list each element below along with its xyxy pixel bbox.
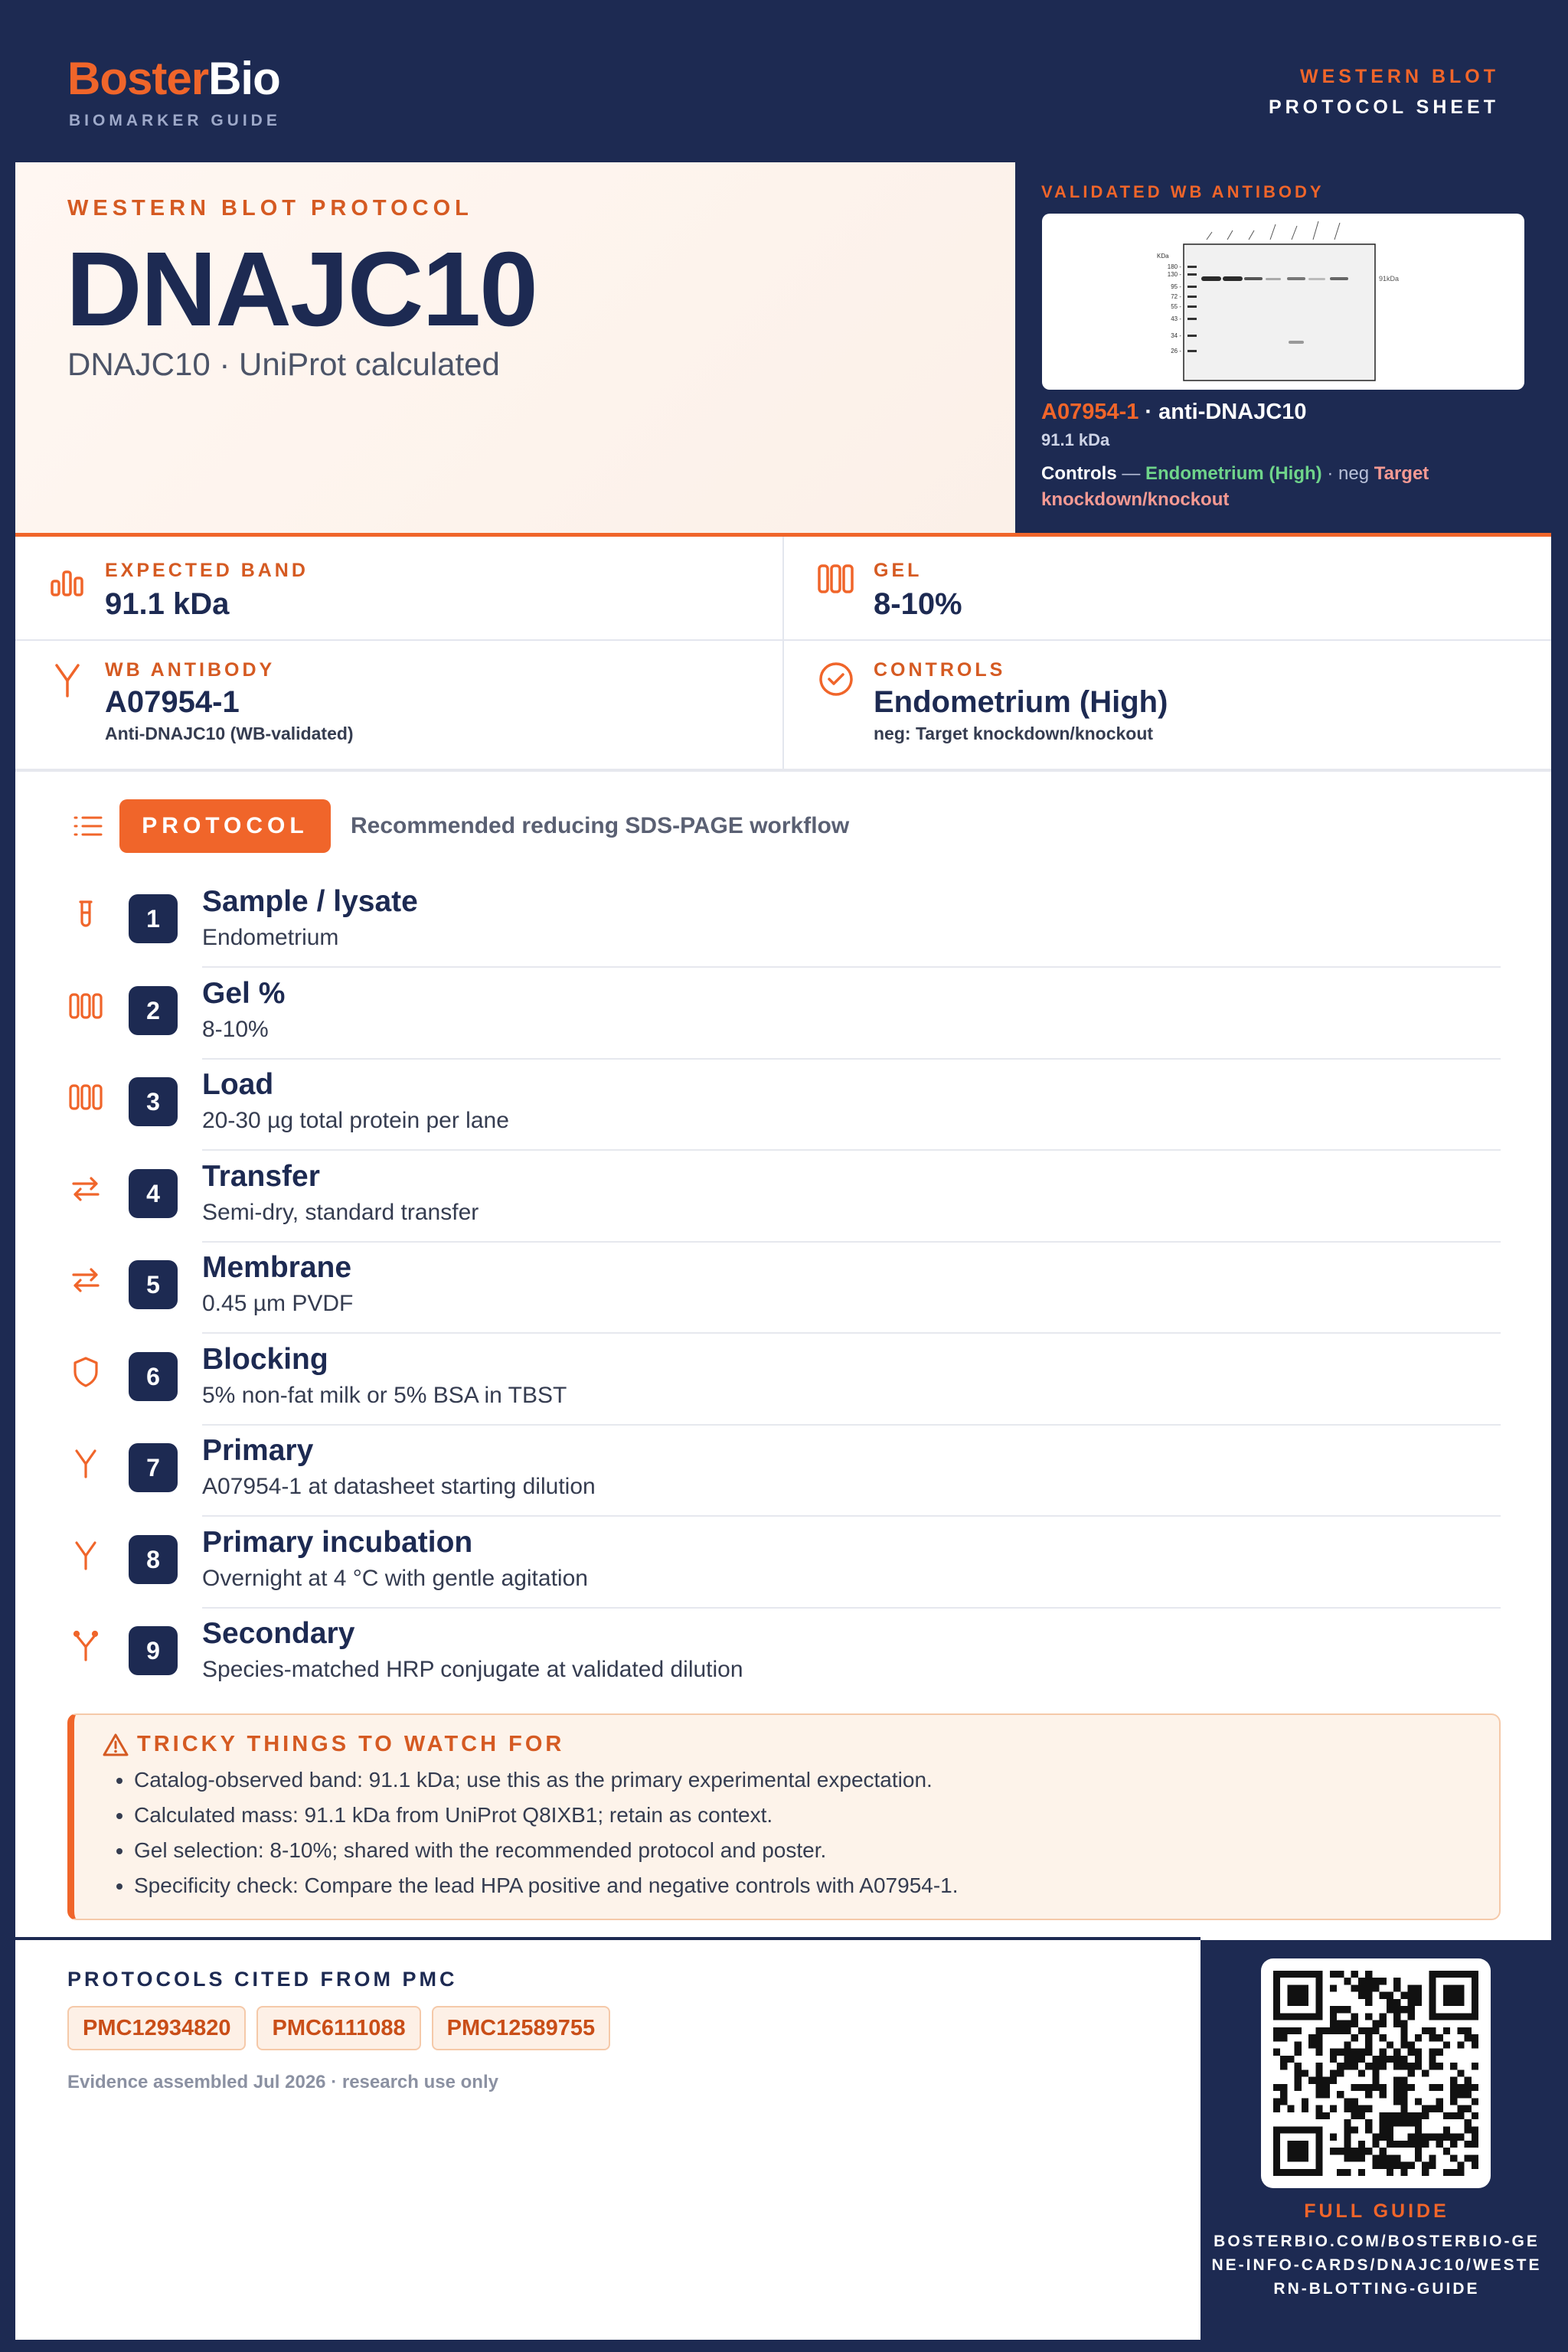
shield-icon [67,1354,104,1390]
western-blot-figure [1042,214,1524,390]
bar-chart-icon [46,560,89,603]
protocol-pill: PROTOCOL [119,799,331,853]
protocol-step [15,879,1501,971]
step-number: 9 [129,1626,178,1675]
stat-value: 91.1 kDa [105,587,230,621]
negative-label: · neg [1321,463,1374,484]
blot-marker-label: 34 - [1171,332,1181,339]
step-description: 0.45 µm PVDF [202,1291,354,1316]
step-number: 2 [129,986,178,1035]
list-icon [69,807,107,845]
stat-label: WB ANTIBODY [105,659,276,681]
stat-gel [784,537,1550,636]
blot-marker-unit: KDa [1157,253,1169,260]
controls-label: Controls [1041,463,1117,484]
brand-subtitle: BIOMARKER GUIDE [69,112,281,129]
transfer-arrows-icon [67,1262,104,1298]
footer-citations [15,1937,1200,2340]
check-circle-icon [815,658,858,701]
protocol-section [15,769,1551,1940]
stat-wb-antibody [15,641,781,743]
blot-marker-label: 95 - [1171,283,1181,290]
step-title: Transfer [202,1159,320,1193]
stat-value: Endometrium (High) [874,685,1168,719]
step-divider [202,1241,1501,1243]
secondary-antibody-icon [67,1628,104,1664]
step-description: Endometrium [202,925,339,950]
hero-panel [15,162,1015,533]
pmc-chip-row [67,2006,610,2050]
tip-item: • Calculated mass: 91.1 kDa from UniProt Q8IXB1; retain as context. [134,1798,1497,1833]
tip-item: • Catalog-observed band: 91.1 kDa; use this as the primary experimental expectation. [134,1762,1497,1798]
protocol-step [15,1520,1501,1612]
step-title: Sample / lysate [202,885,418,918]
step-divider [202,1607,1501,1609]
stat-controls [784,641,1550,743]
stat-subtext: Anti-DNAJC10 (WB-validated) [105,724,354,743]
tube-icon [67,896,104,933]
gel-icon [67,988,104,1024]
full-guide-label: FULL GUIDE [1304,2200,1449,2222]
step-divider [202,1058,1501,1060]
step-number: 6 [129,1352,178,1401]
protocol-step [15,1428,1501,1520]
step-number: 7 [129,1443,178,1492]
blot-marker-label: 180 - [1167,263,1181,270]
tips-list [100,1762,1497,1903]
step-title: Primary [202,1434,314,1467]
antibody-icon [67,1445,104,1481]
step-description: A07954-1 at datasheet starting dilution [202,1474,596,1499]
gene-subtitle: DNAJC10 · UniProt calculated [67,346,500,382]
stat-expected-band [15,537,781,636]
step-description: 5% non-fat milk or 5% BSA in TBST [202,1382,567,1408]
document-type-line2: PROTOCOL SHEET [1268,96,1499,118]
cited-protocols-title: PROTOCOLS CITED FROM PMC [67,1968,458,1991]
brand-logo [67,52,280,105]
document-type-line1: WESTERN BLOT [1300,66,1499,87]
qr-code[interactable] [1261,1958,1491,2188]
stat-value[interactable]: A07954-1 [105,685,240,719]
step-description: Species-matched HRP conjugate at validated dilution [202,1657,743,1682]
tip-item: • Specificity check: Compare the lead HPA positive and negative controls with A07954-1. [134,1868,1497,1903]
brand-name-part-a: Boster [67,53,209,104]
step-divider [202,1149,1501,1151]
blot-marker-label: 26 - [1171,348,1181,354]
stat-subtext: neg: Target knockdown/knockout [874,724,1154,743]
pmc-chip[interactable]: PMC6111088 [256,2006,420,2050]
step-description: Semi-dry, standard transfer [202,1199,479,1225]
blot-membrane [1184,244,1375,381]
antibody-icon [46,659,89,702]
protocol-step [15,1245,1501,1337]
protocol-step [15,971,1501,1063]
protocol-step [15,1062,1501,1154]
protocol-step [15,1337,1501,1429]
step-title: Secondary [202,1617,355,1650]
gel-icon [815,558,858,601]
pmc-chip[interactable]: PMC12934820 [67,2006,246,2050]
stat-label: EXPECTED BAND [105,560,309,581]
gene-title: DNAJC10 [66,230,537,348]
hero-eyebrow: WESTERN BLOT PROTOCOL [67,196,473,220]
blot-lane-labels [1207,221,1340,240]
brand-name-part-b: Bio [208,53,280,104]
blot-marker-label: 72 - [1171,293,1181,300]
validated-controls [1041,461,1501,513]
step-number: 8 [129,1535,178,1584]
step-title: Gel % [202,976,286,1010]
step-description: Overnight at 4 °C with gentle agitation [202,1565,588,1591]
evidence-note: Evidence assembled Jul 2026 · research use only [67,2072,498,2092]
full-guide-url[interactable]: BOSTERBIO.COM/BOSTERBIO-GENE-INFO-CARDS/DNAJC10/WESTERN-BLOTTING-GUIDE [1211,2233,1542,2298]
stat-value: 8-10% [874,587,962,621]
step-number: 4 [129,1169,178,1218]
negative-control: Target knockdown/knockout [1041,463,1429,510]
blot-marker-label: 130 - [1167,271,1181,278]
step-number: 3 [129,1077,178,1126]
step-description: 8-10% [202,1016,269,1042]
protocol-description: Recommended reducing SDS-PAGE workflow [351,813,850,838]
stat-label: CONTROLS [874,659,1006,681]
protocol-step [15,1154,1501,1246]
step-divider [202,1515,1501,1517]
step-divider [202,1424,1501,1426]
blot-marker-labels [1168,263,1182,354]
tricky-things-callout [67,1713,1501,1920]
step-number: 1 [129,894,178,943]
blot-band-label: 91kDa [1379,275,1400,283]
warning-icon [102,1732,129,1758]
controls-separator: — [1116,463,1146,484]
blot-marker-label: 55 - [1171,303,1181,310]
document-type [1269,61,1499,122]
antibody-target-name: · anti-DNAJC10 [1138,400,1307,424]
positive-control: Endometrium (High) [1145,463,1322,484]
validated-antibody-name [1041,400,1307,425]
step-title: Blocking [202,1342,328,1376]
stat-label: GEL [874,560,923,581]
validated-antibody-heading: VALIDATED WB ANTIBODY [1041,182,1325,201]
transfer-arrows-icon [67,1171,104,1207]
step-description: 20-30 µg total protein per lane [202,1108,509,1133]
protocol-step [15,1611,1501,1703]
step-title: Primary incubation [202,1525,473,1559]
antibody-icon [67,1537,104,1573]
antibody-catalog-number[interactable]: A07954-1 [1041,400,1139,424]
western-blot-image [1042,214,1524,390]
tip-item: • Gel selection: 8-10%; shared with the recommended protocol and poster. [134,1833,1497,1868]
step-title: Membrane [202,1251,352,1284]
tips-title: TRICKY THINGS TO WATCH FOR [137,1732,565,1756]
validated-antibody-mass: 91.1 kDa [1041,430,1110,449]
step-title: Load [202,1068,274,1101]
pmc-chip[interactable]: PMC12589755 [432,2006,610,2050]
step-number: 5 [129,1260,178,1309]
key-stats-panel [15,533,1551,773]
gel-icon [67,1079,104,1116]
step-divider [202,966,1501,968]
step-divider [202,1332,1501,1334]
blot-marker-label: 43 - [1171,315,1181,322]
qr-code-graphic [1273,1971,1478,2176]
